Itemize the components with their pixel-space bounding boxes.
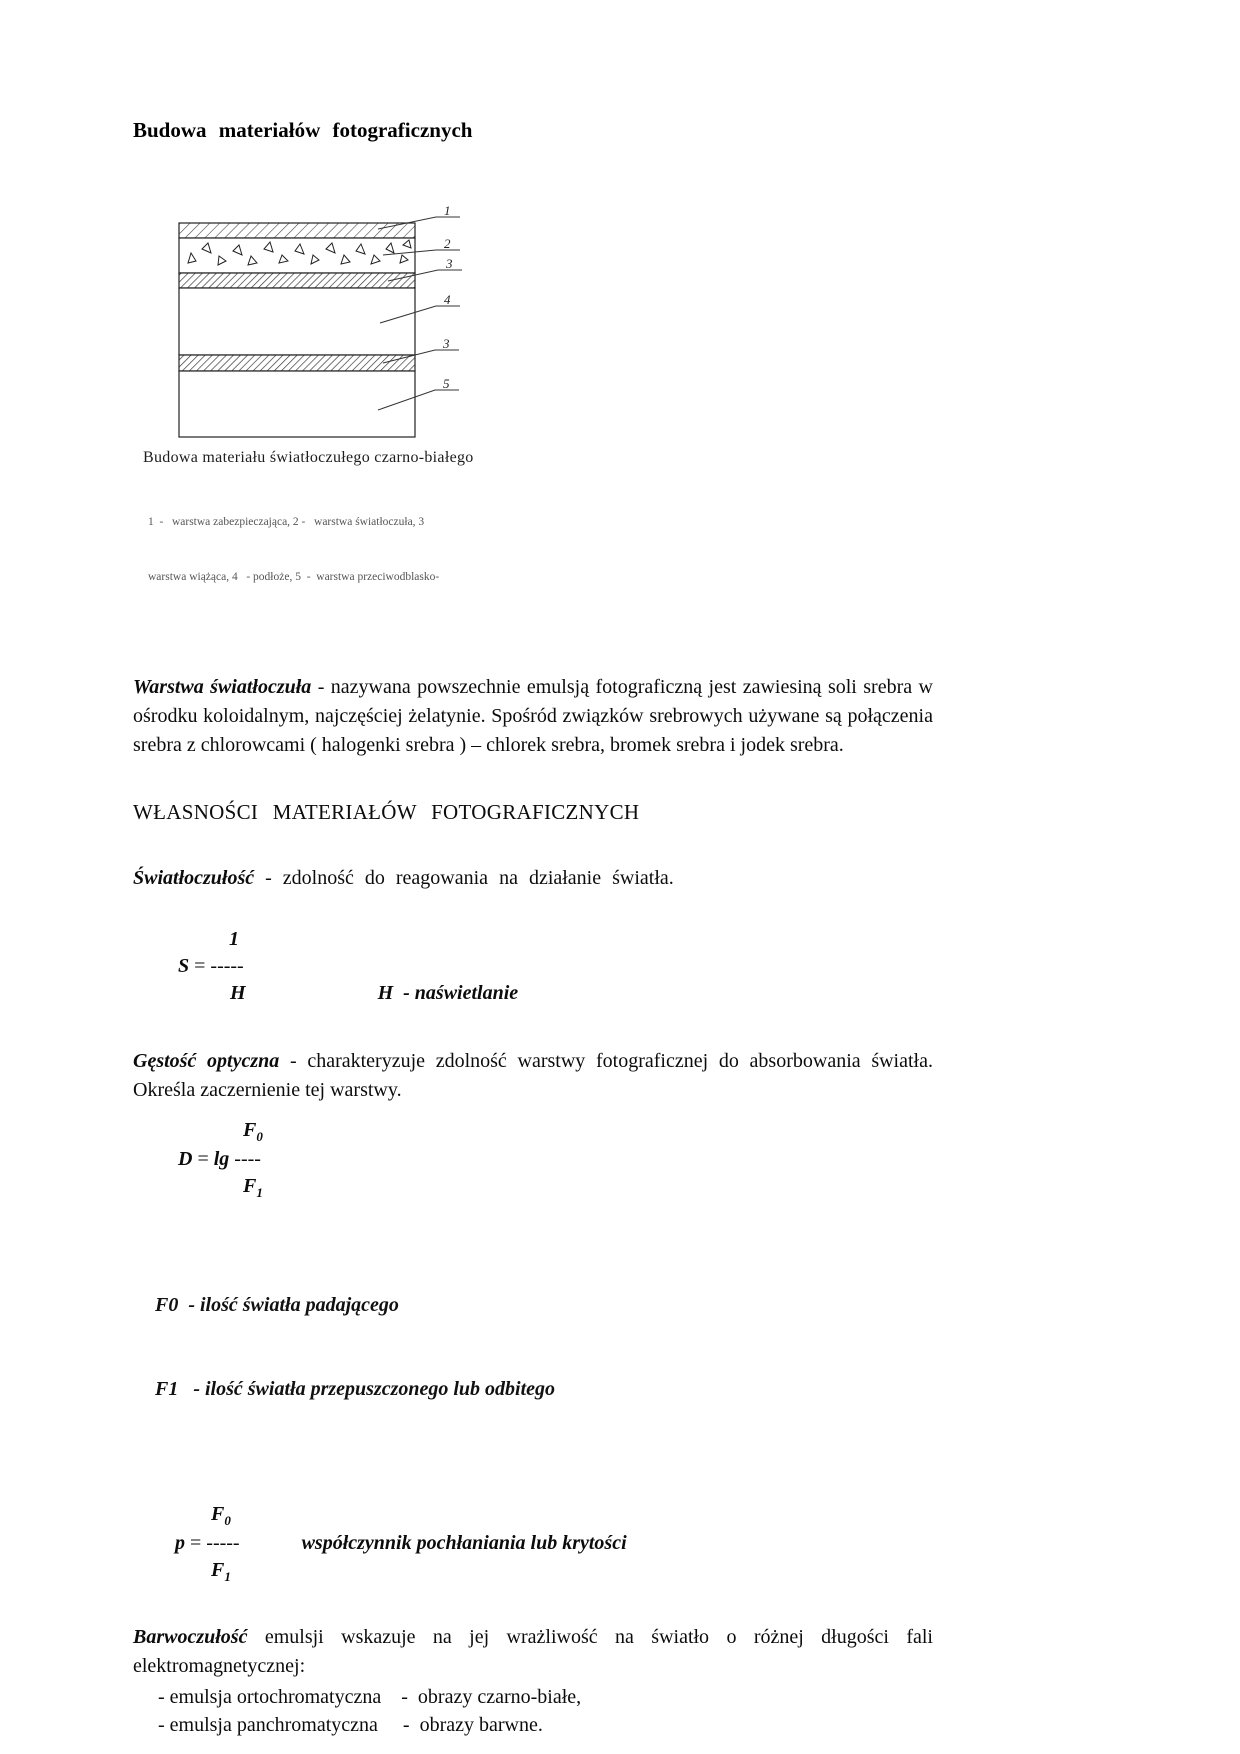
flux-text-f1: - ilość światła przepuszczonego lub odbitego: [178, 1378, 556, 1401]
paragraph-swiatloczulosc: [133, 867, 933, 890]
protective-layer: [179, 223, 415, 238]
formula-s-denominator: H: [230, 982, 246, 1005]
formula-absorption-coefficient: [133, 1501, 933, 1585]
formula-p-denominator-row: [133, 1557, 933, 1586]
formula-d-lhs: D: [178, 1147, 193, 1170]
list-item-ortochromatic: - emulsja ortochromatyczna - obrazy czarno-białe,: [158, 1686, 582, 1709]
flux-definition-line1: [155, 1291, 933, 1319]
figure-legend: [148, 476, 933, 623]
formula-s-lhs: S: [178, 955, 190, 978]
binding-layer-top: [179, 273, 415, 288]
flux-symbol-f0: F0: [155, 1294, 179, 1317]
formula-optical-density: [133, 1117, 933, 1201]
paragraph-barwoczulosc: [133, 1623, 933, 1681]
figure-label-1: 1: [444, 205, 451, 218]
figure-label-5: 5: [443, 376, 450, 391]
emulsion-type-list: [133, 1683, 933, 1739]
list-item-panchromatic: - emulsja panchromatyczna - obrazy barwne.: [158, 1714, 543, 1737]
formula-d-denominator: F: [243, 1174, 257, 1197]
formula-p-note: współczynnik pochłaniania lub krytości: [301, 1531, 627, 1554]
equals-sign: =: [194, 955, 206, 978]
paragraph-text-gestosc: - charakteryzuje zdolność warstwy fotograficznej do absorbowania światła. Określa zaczernienie tej warstwy.: [133, 1050, 933, 1102]
paragraph-text-warstwa: - nazywana powszechnie emulsją fotograficzną jest zawiesiną soli srebra w ośrodku koloidalnym, najczęściej żelatynie. Spośród związków srebrowych używane są połączenia srebra z chlorowcami ( halogenki srebra ) – chlorek srebra, bromek srebra i jodek srebra.: [133, 676, 933, 757]
note-text: - naświetlanie: [403, 982, 519, 1005]
paragraph-text-swiatloczulosc: - zdolność do reagowania na działanie światła.: [254, 867, 674, 890]
figure-label-2: 2: [444, 236, 451, 251]
paragraph-text-barwoczulosc: emulsji wskazuje na jej wrażliwość na światło o różnej długości fali elektromagnetycznej:: [133, 1626, 933, 1678]
page-title: Budowa materiałów fotograficznych: [133, 118, 473, 142]
equals-sign: =: [197, 1147, 209, 1170]
figure-label-3: 3: [446, 256, 453, 271]
formula-p-lhs: p: [175, 1531, 185, 1554]
flux-definitions: [133, 1235, 933, 1459]
formula-d-denominator-sub: 1: [256, 1184, 263, 1200]
figure-legend-line1: 1 - warstwa zabezpieczająca, 2 - warstwa światłoczuła, 3: [148, 515, 425, 528]
formula-d-numerator-sub: 0: [256, 1129, 263, 1145]
equals-sign: =: [190, 1531, 202, 1554]
flux-symbol-f1: F1: [155, 1378, 179, 1401]
layer-diagram: [178, 205, 478, 445]
light-sensitive-layer: [179, 238, 415, 273]
formula-p-main-row: [133, 1530, 933, 1557]
fraction-bar: -----: [206, 1531, 240, 1554]
figure-label-4: 4: [444, 292, 451, 307]
diagram-layers: [179, 223, 415, 437]
formula-p-numerator-sub: 0: [224, 1513, 231, 1529]
paragraph-lead-swiatloczulosc: Światłoczułość: [133, 867, 255, 890]
formula-s-numerator: 1: [229, 928, 239, 951]
paragraph-lead-warstwa: Warstwa światłoczuła: [133, 676, 312, 699]
formula-s-note: [378, 982, 519, 1004]
paragraph-lead-gestosc: Gęstość optyczna: [133, 1050, 280, 1073]
fraction-bar: ----: [234, 1147, 261, 1170]
formula-s-main-row: [133, 953, 933, 980]
formula-s-numerator-row: [133, 926, 933, 953]
formula-p-denominator-sub: 1: [224, 1568, 231, 1584]
figure-layer-structure: [133, 205, 933, 623]
paragraph-lead-barwoczulosc: Barwoczułość: [133, 1626, 248, 1649]
flux-text-f0: - ilość światła padającego: [178, 1294, 399, 1317]
formula-d-operator: lg: [213, 1147, 230, 1170]
figure-label-3b: 3: [443, 336, 450, 351]
anti-halation-layer: [179, 371, 415, 437]
paragraph-warstwa-swiatloczula: [133, 673, 933, 760]
formula-sensitivity: [133, 926, 933, 1007]
section-heading-wlasnosci: WŁASNOŚCI MATERIAŁÓW FOTOGRAFICZNYCH: [133, 800, 640, 825]
formula-p-denominator: F: [211, 1558, 225, 1581]
flux-definition-line2: [155, 1375, 933, 1403]
paragraph-gestosc-optyczna: [133, 1047, 933, 1105]
formula-p-numerator: F: [211, 1503, 225, 1526]
figure-legend-line2: warstwa wiążąca, 4 - podłoże, 5 - warstwa przeciwodblasko-: [148, 570, 440, 583]
formula-d-main-row: [133, 1146, 933, 1173]
formula-d-numerator: F: [243, 1119, 257, 1142]
formula-d-denominator-row: [133, 1173, 933, 1202]
base-layer: [179, 288, 415, 355]
formula-p-numerator-row: [133, 1501, 933, 1530]
note-symbol: H: [377, 982, 394, 1005]
fraction-bar: -----: [210, 955, 244, 978]
formula-d-numerator-row: [133, 1117, 933, 1146]
figure-caption: Budowa materiału światłoczułego czarno-białego: [143, 449, 474, 466]
binding-layer-bottom: [179, 355, 415, 371]
formula-s-denominator-row: [133, 980, 933, 1007]
document-content: [133, 118, 933, 1739]
